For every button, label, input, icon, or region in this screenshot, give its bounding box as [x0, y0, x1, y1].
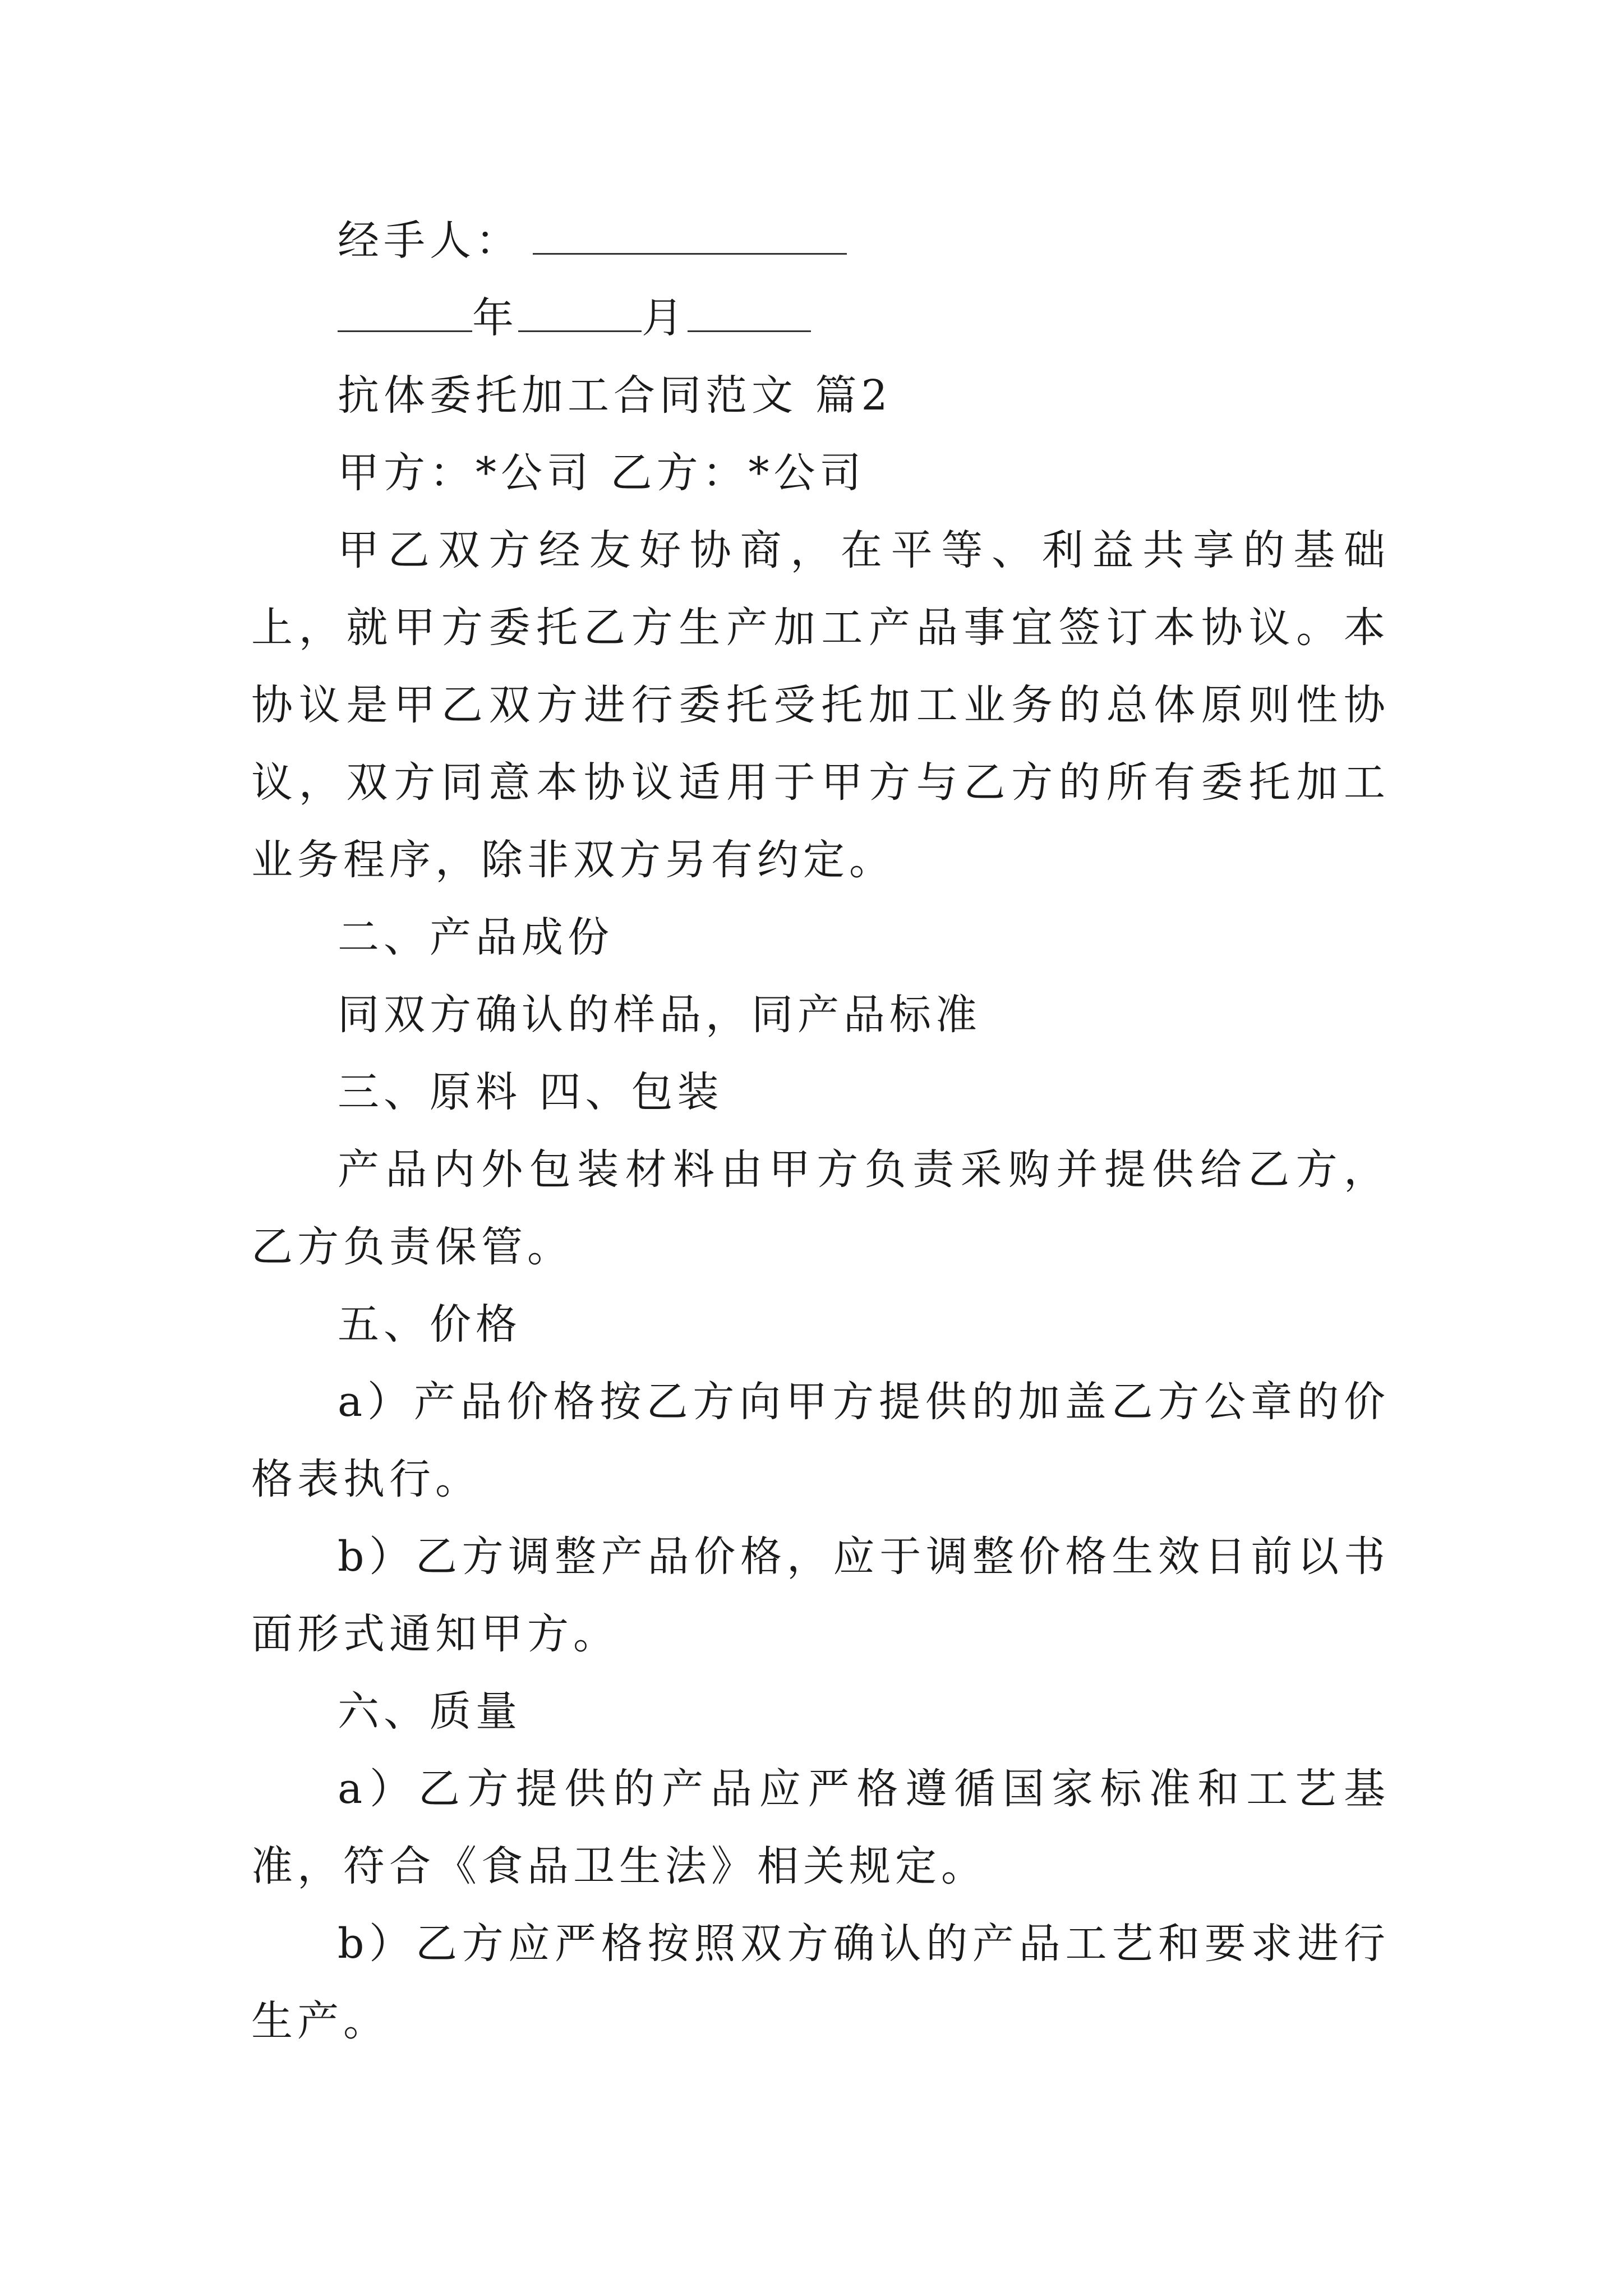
intro-paragraph: 甲乙双方经友好协商，在平等、利益共享的基础上，就甲方委托乙方生产加工产品事宜签订本协议。本协议是甲乙双方进行委托受托加工业务的总体原则性协议，双方同意本协议适用于甲方与乙方的所有委托加工业务程序，除非双方另有约定。 [251, 526, 1390, 884]
section-2-text: 同双方确认的样品，同产品标准 [338, 991, 981, 1039]
section-2-heading: 二、产品成份 [338, 913, 614, 961]
section-6-heading: 六、质量 [338, 1687, 522, 1736]
year-label: 年 [472, 294, 518, 342]
parties-line: 甲方：*公司 乙方：*公司 [338, 449, 866, 497]
handler-label: 经手人： [338, 217, 522, 265]
section-5-item-b: b）乙方调整产品价格，应于调整价格生效日前以书面形式通知甲方。 [251, 1533, 1390, 1658]
month-blank [518, 297, 642, 332]
section-6-item-b: b）乙方应严格按照双方确认的产品工艺和要求进行生产。 [251, 1920, 1390, 2045]
section-5-item-a: a）产品价格按乙方向甲方提供的加盖乙方公章的价格表执行。 [251, 1378, 1390, 1503]
section-3-4-heading: 三、原料 四、包装 [338, 1068, 723, 1116]
month-label: 月 [642, 294, 688, 342]
document-title: 抗体委托加工合同范文 篇2 [338, 371, 892, 420]
section-5-heading: 五、价格 [338, 1300, 522, 1349]
year-blank [338, 297, 472, 332]
day-blank [688, 297, 811, 332]
document-body [251, 202, 1390, 2060]
section-4-text: 产品内外包装材料由甲方负责采购并提供给乙方，乙方负责保管。 [251, 1145, 1390, 1271]
handler-blank [533, 219, 847, 255]
handler-signature-line [251, 202, 1390, 279]
date-line [251, 279, 1390, 357]
section-6-item-a: a）乙方提供的产品应严格遵循国家标准和工艺基准，符合《食品卫生法》相关规定。 [251, 1765, 1390, 1890]
